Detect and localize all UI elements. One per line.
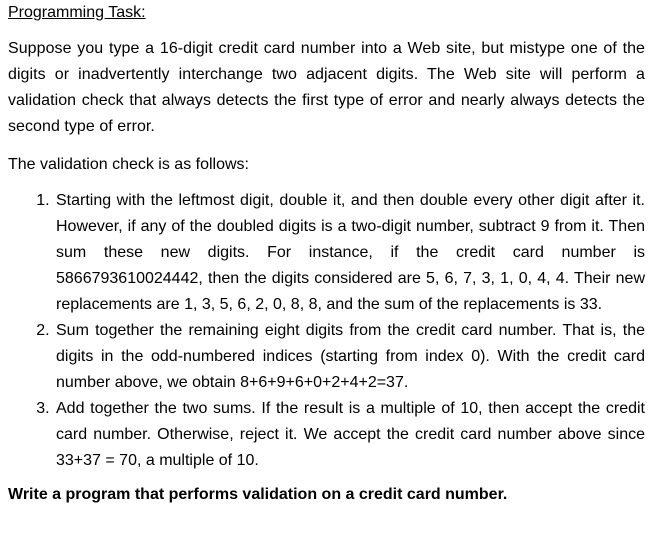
validation-step: 3. Add together the two sums. If the result is a multiple of 10, then accept the credit card number. Otherwise, reject it. We accept the credit card number above since 33+37 = 70, a multiple of 10. (54, 396, 645, 474)
validation-steps-list (8, 188, 645, 474)
intro-paragraph: Suppose you type a 16-digit credit card number into a Web site, but mistype one of the digits or inadvertently interchange two adjacent digits. The Web site will perform a validation check that always detects the first type of error and nearly always detects the second type of error. (8, 40, 645, 135)
closing-instruction: Write a program that performs validation on a credit card number. (8, 486, 508, 503)
validation-intro: The validation check is as follows: (8, 156, 249, 173)
task-heading: Programming Task: (8, 4, 146, 21)
validation-step: 1. Starting with the leftmost digit, double it, and then double every other digit after it. However, if any of the doubled digits is a two-digit number, subtract 9 from it. Then sum these new digits. For instance, if the credit card number is 5866793610024442, then the digits considered are 5, 6, 7, 3, 1, 0, 4, 4. Their new replacements are 1, 3, 5, 6, 2, 0, 8, 8, and the sum of the replacements is 33. (54, 188, 645, 318)
validation-step: 2. Sum together the remaining eight digits from the credit card number. That is, the digits in the odd-numbered indices (starting from index 0). With the credit card number above, we obtain 8+6+9+6+0+2+4+2=37. (54, 318, 645, 396)
